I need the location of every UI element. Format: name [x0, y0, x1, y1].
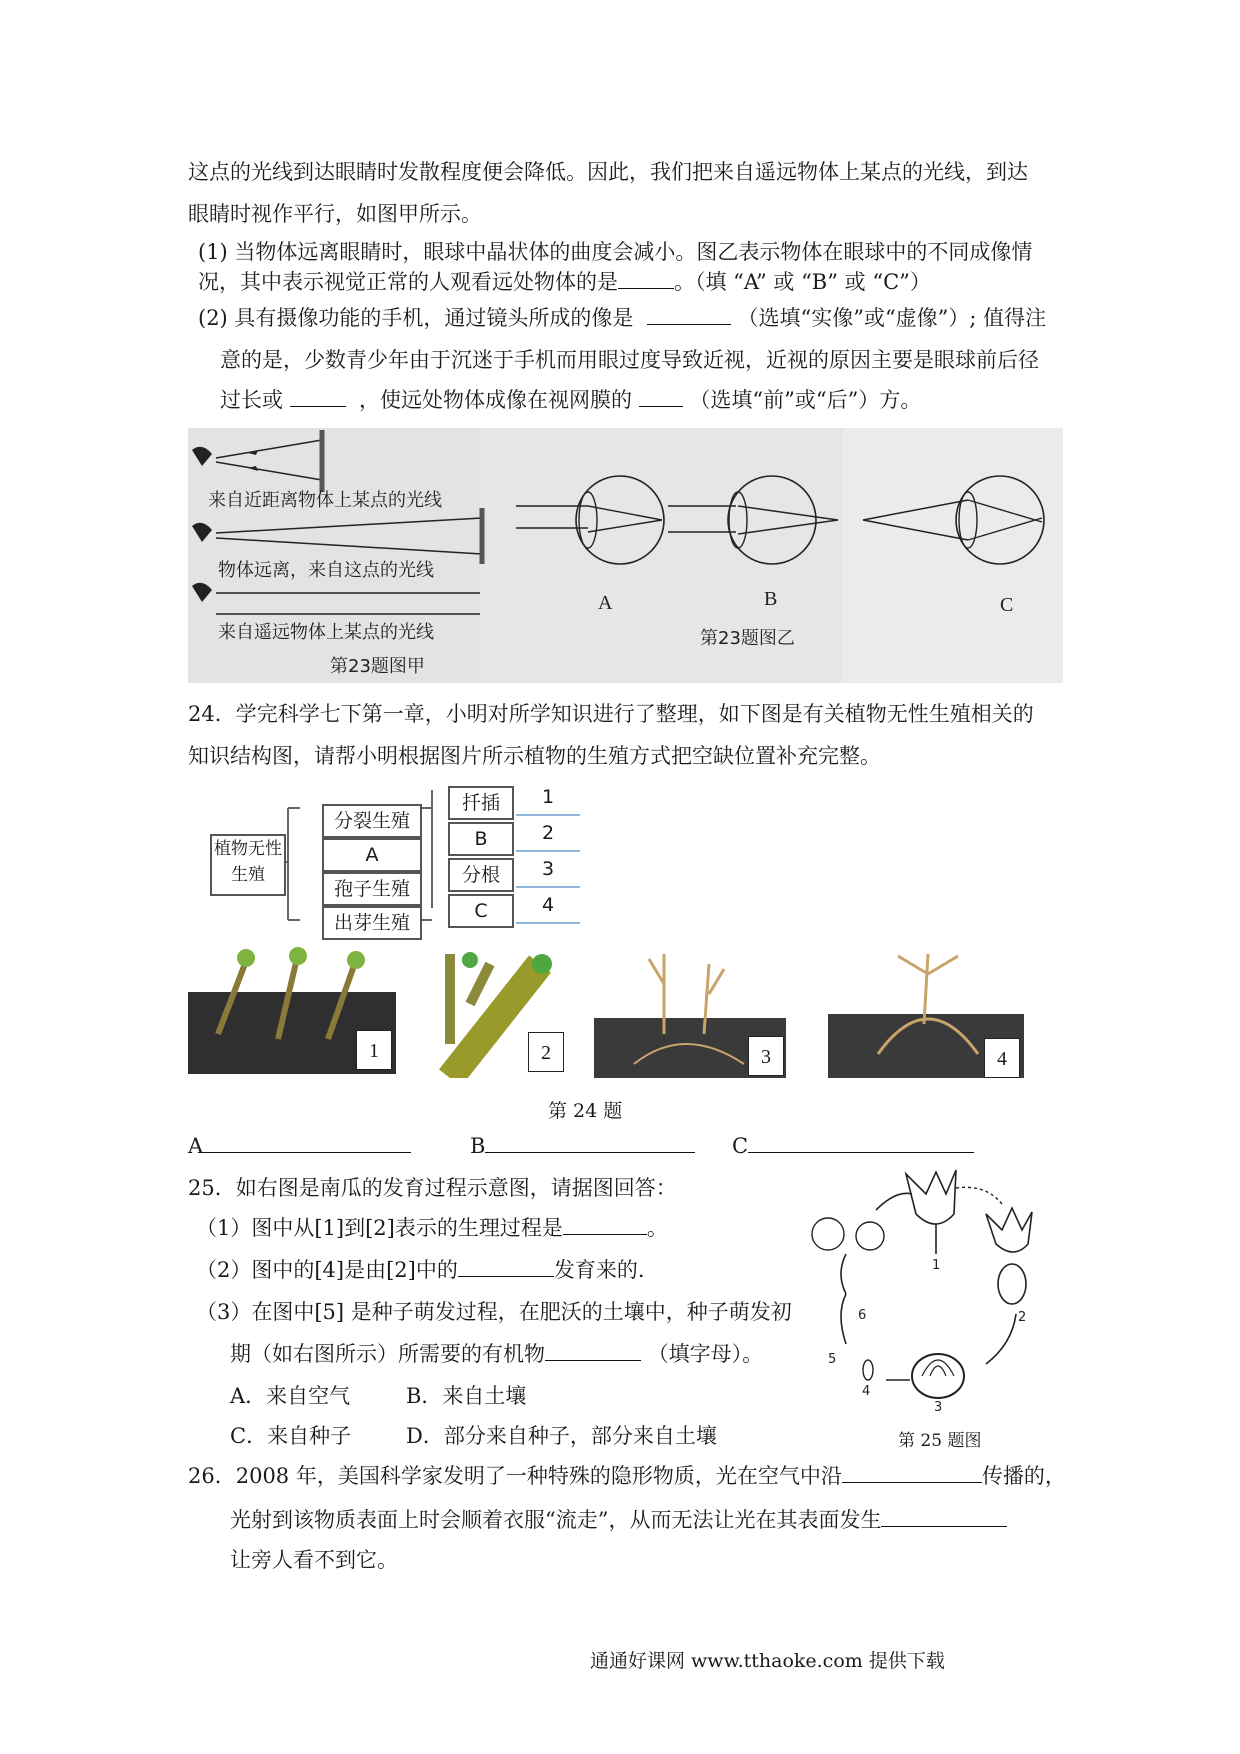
- q23-p2-text-c: 过长或: [220, 388, 283, 412]
- tree-left-box-1: [322, 804, 422, 838]
- q23-answer-blank-2[interactable]: [647, 304, 731, 325]
- q24-answer-b-label: B: [470, 1134, 486, 1158]
- tree-right-box-1: [448, 786, 514, 820]
- fig-jia-label-1: 来自近距离物体上某点的光线: [208, 490, 442, 511]
- cycle-num-1: 1: [932, 1258, 941, 1273]
- tree-number-1: 1: [516, 786, 580, 816]
- tree-right-label: C: [474, 900, 488, 922]
- q25-blank-1[interactable]: [563, 1214, 647, 1235]
- q24-answer-a-label: A: [188, 1134, 204, 1158]
- fig-yi-caption: 第23题图乙: [700, 628, 795, 649]
- fig-jia-label-3: 来自遥远物体上某点的光线: [218, 622, 434, 643]
- q24-answer-a: [188, 1132, 411, 1160]
- plant-photo-3: [594, 944, 786, 1078]
- q25-sub-3-line-2: [230, 1340, 763, 1368]
- q26-text-a: 26．2008 年，美国科学家发明了一种特殊的隐形物质，光在空气中沿: [188, 1464, 842, 1488]
- q25-sub-1: [196, 1214, 668, 1242]
- tree-left-label: 分裂生殖: [333, 810, 410, 832]
- q25-s3-text-b: （填字母）。: [647, 1342, 764, 1366]
- q23-answer-blank-4[interactable]: [639, 386, 683, 407]
- q24-blank-b[interactable]: [485, 1132, 695, 1153]
- q24-blank-c[interactable]: [748, 1132, 974, 1153]
- q25-blank-2[interactable]: [458, 1256, 554, 1277]
- tree-right-box-4: [448, 894, 514, 928]
- tree-left-box-4: [322, 906, 422, 940]
- plant-photo-2: [430, 944, 570, 1078]
- photo-tag-4: 4: [984, 1038, 1020, 1078]
- tree-left-label: 孢子生殖: [333, 878, 410, 900]
- tree-left-label: 出芽生殖: [333, 912, 410, 934]
- photo-tag-1: 1: [356, 1030, 392, 1070]
- q25-figure-caption: 第 25 题图: [898, 1431, 982, 1451]
- q23-p2-line-3: [220, 386, 921, 414]
- q23-p2-text-b: （选填“实像”或“虚像”）; 值得注: [737, 306, 1047, 330]
- cycle-num-4: 4: [862, 1384, 871, 1399]
- tree-right-label: B: [474, 828, 488, 850]
- q25-option-d[interactable]: D．部分来自种子，部分来自土壤: [406, 1424, 717, 1448]
- cycle-num-6: 6: [858, 1308, 867, 1323]
- q23-answer-blank-3[interactable]: [290, 386, 346, 407]
- q25-s1-text-b: 。: [646, 1216, 668, 1240]
- q26-line-1: [188, 1462, 1066, 1490]
- intro-line-1: 这点的光线到达眼睛时发散程度便会降低。因此，我们把来自遥远物体上某点的光线，到达: [188, 160, 1028, 184]
- fig-yi-label-c: C: [1000, 594, 1014, 616]
- cycle-num-2: 2: [1018, 1310, 1027, 1325]
- q23-p2-text-a: (2) 具有摄像功能的手机，通过镜头所成的像是: [198, 306, 634, 330]
- q24-line-2: 知识结构图，请帮小明根据图片所示植物的生殖方式把空缺位置补充完整。: [188, 744, 881, 768]
- tree-number-3: 3: [516, 858, 580, 888]
- fig-jia-caption: 第23题图甲: [330, 656, 425, 677]
- q26-line-3: 让旁人看不到它。: [230, 1548, 398, 1572]
- q24-caption: 第 24 题: [548, 1100, 623, 1122]
- q25-sub-2: [196, 1256, 645, 1284]
- q25-figure: [806, 1164, 1052, 1426]
- intro-line-2: 眼睛时视作平行，如图甲所示。: [188, 202, 482, 226]
- tree-left-box-3: [322, 872, 422, 906]
- tree-right-label: 扦插: [461, 792, 500, 814]
- q23-p1-text-a: 况，其中表示视觉正常的人观看远处物体的是: [198, 270, 618, 294]
- q23-p1-line-1: (1) 当物体远离眼睛时，眼球中晶状体的曲度会减小。图乙表示物体在眼球中的不同成像情: [198, 240, 1033, 264]
- q25-s2-text-a: （2）图中的[4]是由[2]中的: [196, 1258, 458, 1282]
- photo-tag-2: 2: [528, 1032, 564, 1072]
- q23-answer-blank-1[interactable]: [618, 268, 674, 289]
- tree-number-2: 2: [516, 822, 580, 852]
- q24-line-1: 24．学完科学七下第一章，小明对所学知识进行了整理，如下图是有关植物无性生殖相关的: [188, 702, 1034, 726]
- cycle-num-5: 5: [828, 1352, 837, 1367]
- q23-p2-text-e: （选填“前”或“后”）方。: [689, 388, 922, 412]
- tree-left-label: A: [365, 844, 379, 866]
- q23-figure: [188, 428, 1063, 683]
- tree-right-box-3: [448, 858, 514, 892]
- q25-s2-text-b: 发育来的.: [553, 1258, 645, 1282]
- q25-option-b[interactable]: B．来自土壤: [406, 1384, 527, 1408]
- plant-photo-1: [188, 944, 396, 1074]
- q23-p2-line-2: 意的是，少数青少年由于沉迷于手机而用眼过度导致近视，近视的原因主要是眼球前后径: [220, 348, 1039, 372]
- q23-p2-line-1: [198, 304, 1046, 332]
- q24-answer-c: [732, 1132, 974, 1160]
- photo-tag-3: 3: [748, 1036, 784, 1076]
- q25-line-1: 25．如右图是南瓜的发育过程示意图，请据图回答：: [188, 1176, 677, 1200]
- fig-yi-label-a: A: [598, 592, 613, 614]
- q25-s3-text-a: 期（如右图所示）所需要的有机物: [230, 1342, 545, 1366]
- tree-number-4: 4: [516, 894, 580, 924]
- cycle-num-3: 3: [934, 1400, 943, 1415]
- fig-yi-label-b: B: [764, 588, 778, 610]
- q26-blank-2[interactable]: [881, 1506, 1007, 1527]
- q25-blank-3[interactable]: [545, 1340, 641, 1361]
- q24-answer-b: [470, 1132, 695, 1160]
- q26-line-2: [230, 1506, 1007, 1534]
- plant-photo-4: [828, 944, 1024, 1078]
- pumpkin-cycle-drawing: [806, 1164, 1052, 1426]
- q23-p1-line-2: [198, 268, 931, 296]
- tree-root-label: 植物无性生殖: [214, 839, 282, 885]
- tree-right-label: 分根: [461, 864, 500, 886]
- tree-left-box-2: [322, 838, 422, 872]
- q24-blank-a[interactable]: [203, 1132, 411, 1153]
- q24-answer-c-label: C: [732, 1134, 749, 1158]
- q25-option-a[interactable]: A．来自空气: [230, 1384, 351, 1408]
- q25-s1-text-a: （1）图中从[1]到[2]表示的生理过程是: [196, 1216, 563, 1240]
- q25-sub-3-line-1: （3）在图中[5] 是种子萌发过程，在肥沃的土壤中，种子萌发初: [196, 1300, 792, 1324]
- q25-option-c[interactable]: C．来自种子: [230, 1424, 352, 1448]
- tree-root-box: [210, 834, 286, 896]
- q26-text-b: 传播的，: [981, 1464, 1066, 1488]
- page-footer: 通通好课网 www.tthaoke.com 提供下载: [590, 1650, 945, 1672]
- q23-p1-text-b: 。（填 “A” 或 “B” 或 “C”）: [674, 270, 931, 294]
- q26-text-c: 光射到该物质表面上时会顺着衣服“流走”，从而无法让光在其表面发生: [230, 1508, 882, 1532]
- q26-blank-1[interactable]: [842, 1462, 982, 1483]
- tree-right-box-2: [448, 822, 514, 856]
- q23-p2-text-d: ，使远处物体成像在视网膜的: [359, 388, 633, 412]
- fig-jia-label-2: 物体远离，来自这点的光线: [218, 560, 434, 581]
